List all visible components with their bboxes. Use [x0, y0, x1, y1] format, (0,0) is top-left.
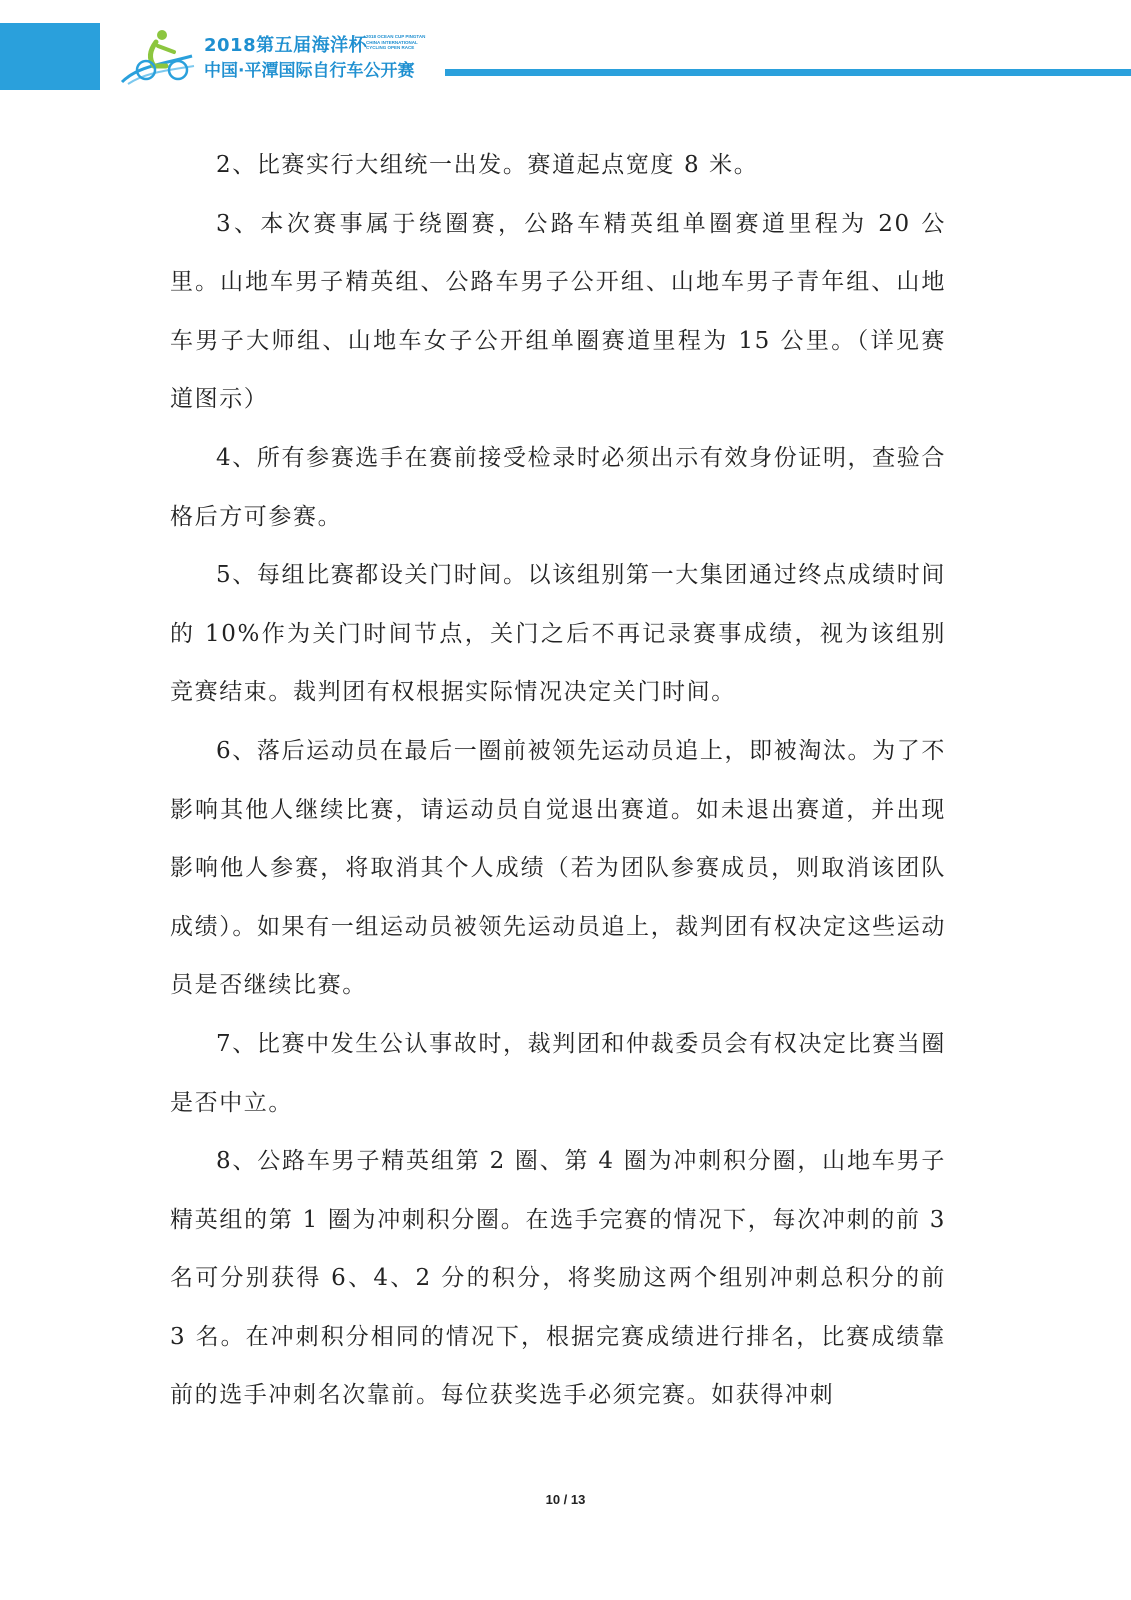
header-rule — [445, 69, 1131, 76]
header-color-block — [0, 23, 100, 90]
paragraph-rule-7: 7、比赛中发生公认事故时，裁判团和仲裁委员会有权决定比赛当圈是否中立。 — [170, 1030, 946, 1116]
paragraph-rule-8: 8、公路车男子精英组第 2 圈、第 4 圈为冲刺积分圈，山地车男子精英组的第 1 圈为冲刺积分圈。在选手完赛的情况下，每次冲刺的前 3 名可分别获得 6、4、2 分的积分，将奖励这两个组别冲刺总积分的前 3 名。在冲刺积分相同的情况下，根据完赛成绩进行排名，比赛成绩靠前的选手冲刺名次靠前。每位获奖选手必须完赛。如获得冲刺 — [170, 1148, 946, 1409]
document-body — [170, 136, 946, 1425]
event-logo — [118, 26, 448, 88]
cyclist-logo-icon — [118, 26, 198, 88]
logo-english-text: 2018 OCEAN CUP PINGTAN CHINA INTERNATIONAL CYCLING OPEN RACE — [366, 34, 426, 50]
logo-title-line1: 2018第五届海洋杯 — [204, 35, 368, 56]
page-header — [0, 0, 1131, 95]
paragraph-rule-3: 3、本次赛事属于绕圈赛，公路车精英组单圈赛道里程为 20 公里。山地车男子精英组、公路车男子公开组、山地车男子青年组、山地车男子大师组、山地车女子公开组单圈赛道里程为 15 公里。（详见赛道图示） — [170, 210, 946, 413]
paragraph-rule-2: 2、比赛实行大组统一出发。赛道起点宽度 8 米。 — [216, 152, 759, 178]
page-number: 10 / 13 — [545, 1492, 586, 1507]
paragraph-rule-6: 6、落后运动员在最后一圈前被领先运动员追上，即被淘汰。为了不影响其他人继续比赛，请运动员自觉退出赛道。如未退出赛道，并出现影响他人参赛，将取消其个人成绩（若为团队参赛成员，则取消该团队成绩）。如果有一组运动员被领先运动员追上，裁判团有权决定这些运动员是否继续比赛。 — [170, 737, 946, 999]
paragraph-rule-5: 5、每组比赛都设关门时间。以该组别第一大集团通过终点成绩时间的 10%作为关门时间节点，关门之后不再记录赛事成绩，视为该组别竞赛结束。裁判团有权根据实际情况决定关门时间。 — [170, 562, 946, 706]
logo-title-line2: 中国·平潭国际自行车公开赛 — [204, 61, 415, 81]
paragraph-rule-4: 4、所有参赛选手在赛前接受检录时必须出示有效身份证明，查验合格后方可参赛。 — [170, 444, 946, 530]
